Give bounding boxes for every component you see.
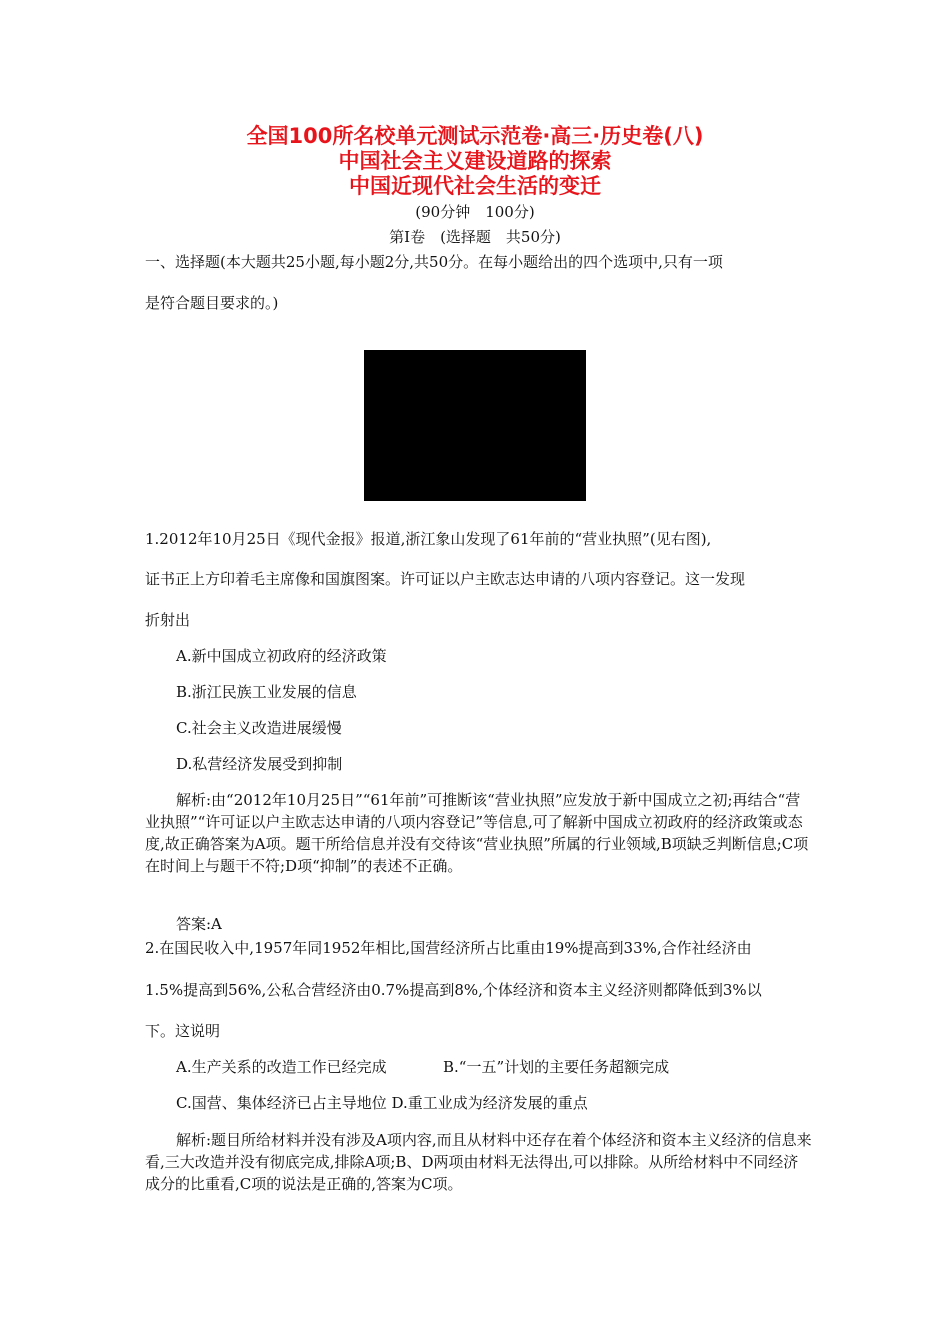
q2-stem-line-1: 2.在国民收入中,1957年同1952年相比,国营经济所占比重由19%提高到33%,合作社经济由 (145, 939, 752, 957)
section-instruction-line-2: 是符合题目要求的。) (145, 294, 279, 312)
q1-option-b: B.浙江民族工业发展的信息 (176, 683, 357, 701)
q1-analysis: 解析:由“2012年10月25日”“61年前”可推断该“营业执照”应发放于新中国成立之初;再结合“营业执照”“许可证以户主欧志达申请的八项内容登记”等信息,可了解新中国成立初政府的经济政策或态度,故正确答案为A项。题干所给信息并没有交待该“营业执照”所属的行业领域,B项缺乏判断信息;C项在时间上与题干不符;D项“抑制”的表述不正确。 (145, 791, 809, 875)
exam-subtitle-2: 中国近现代社会生活的变迁 (349, 174, 601, 198)
q2-stem-line-2: 1.5%提高到56%,公私合营经济由0.7%提高到8%,个体经济和资本主义经济则都降低到3%以 (145, 981, 762, 999)
q1-stem-line-3: 折射出 (145, 611, 191, 629)
q1-option-a: A.新中国成立初政府的经济政策 (176, 647, 387, 665)
time-score-line: (90分钟 100分) (415, 203, 535, 221)
exam-title: 全国100所名校单元测试示范卷·高三·历史卷(八) (246, 124, 704, 148)
q2-option-c-d: C.国营、集体经济已占主导地位 D.重工业成为经济发展的重点 (176, 1094, 588, 1112)
q2-stem-line-3: 下。这说明 (145, 1022, 221, 1040)
q1-option-c: C.社会主义改造进展缓慢 (176, 719, 342, 737)
q2-option-a: A.生产关系的改造工作已经完成 (176, 1058, 387, 1076)
q1-option-d: D.私营经济发展受到抑制 (176, 755, 343, 773)
volume-heading: 第Ⅰ卷 (选择题 共50分) (389, 228, 561, 246)
business-license-image (364, 350, 586, 501)
q2-analysis: 解析:题目所给材料并没有涉及A项内容,而且从材料中还存在着个体经济和资本主义经济的信息来看,三大改造并没有彻底完成,排除A项;B、D两项由材料无法得出,可以排除。从所给材料中不同经济成分的比重看,C项的说法是正确的,答案为C项。 (145, 1131, 812, 1193)
q2-option-b: B.“一五”计划的主要任务超额完成 (443, 1058, 670, 1076)
section-instruction-line-1: 一、选择题(本大题共25小题,每小题2分,共50分。在每小题给出的四个选项中,只有一项 (145, 253, 723, 271)
q1-stem-line-1: 1.2012年10月25日《现代金报》报道,浙江象山发现了61年前的“营业执照”(见右图), (145, 530, 712, 548)
q1-stem-line-2: 证书正上方印着毛主席像和国旗图案。许可证以户主欧志达申请的八项内容登记。这一发现 (145, 570, 746, 588)
q1-answer: 答案:A (176, 915, 222, 933)
exam-subtitle-1: 中国社会主义建设道路的探索 (338, 149, 612, 173)
